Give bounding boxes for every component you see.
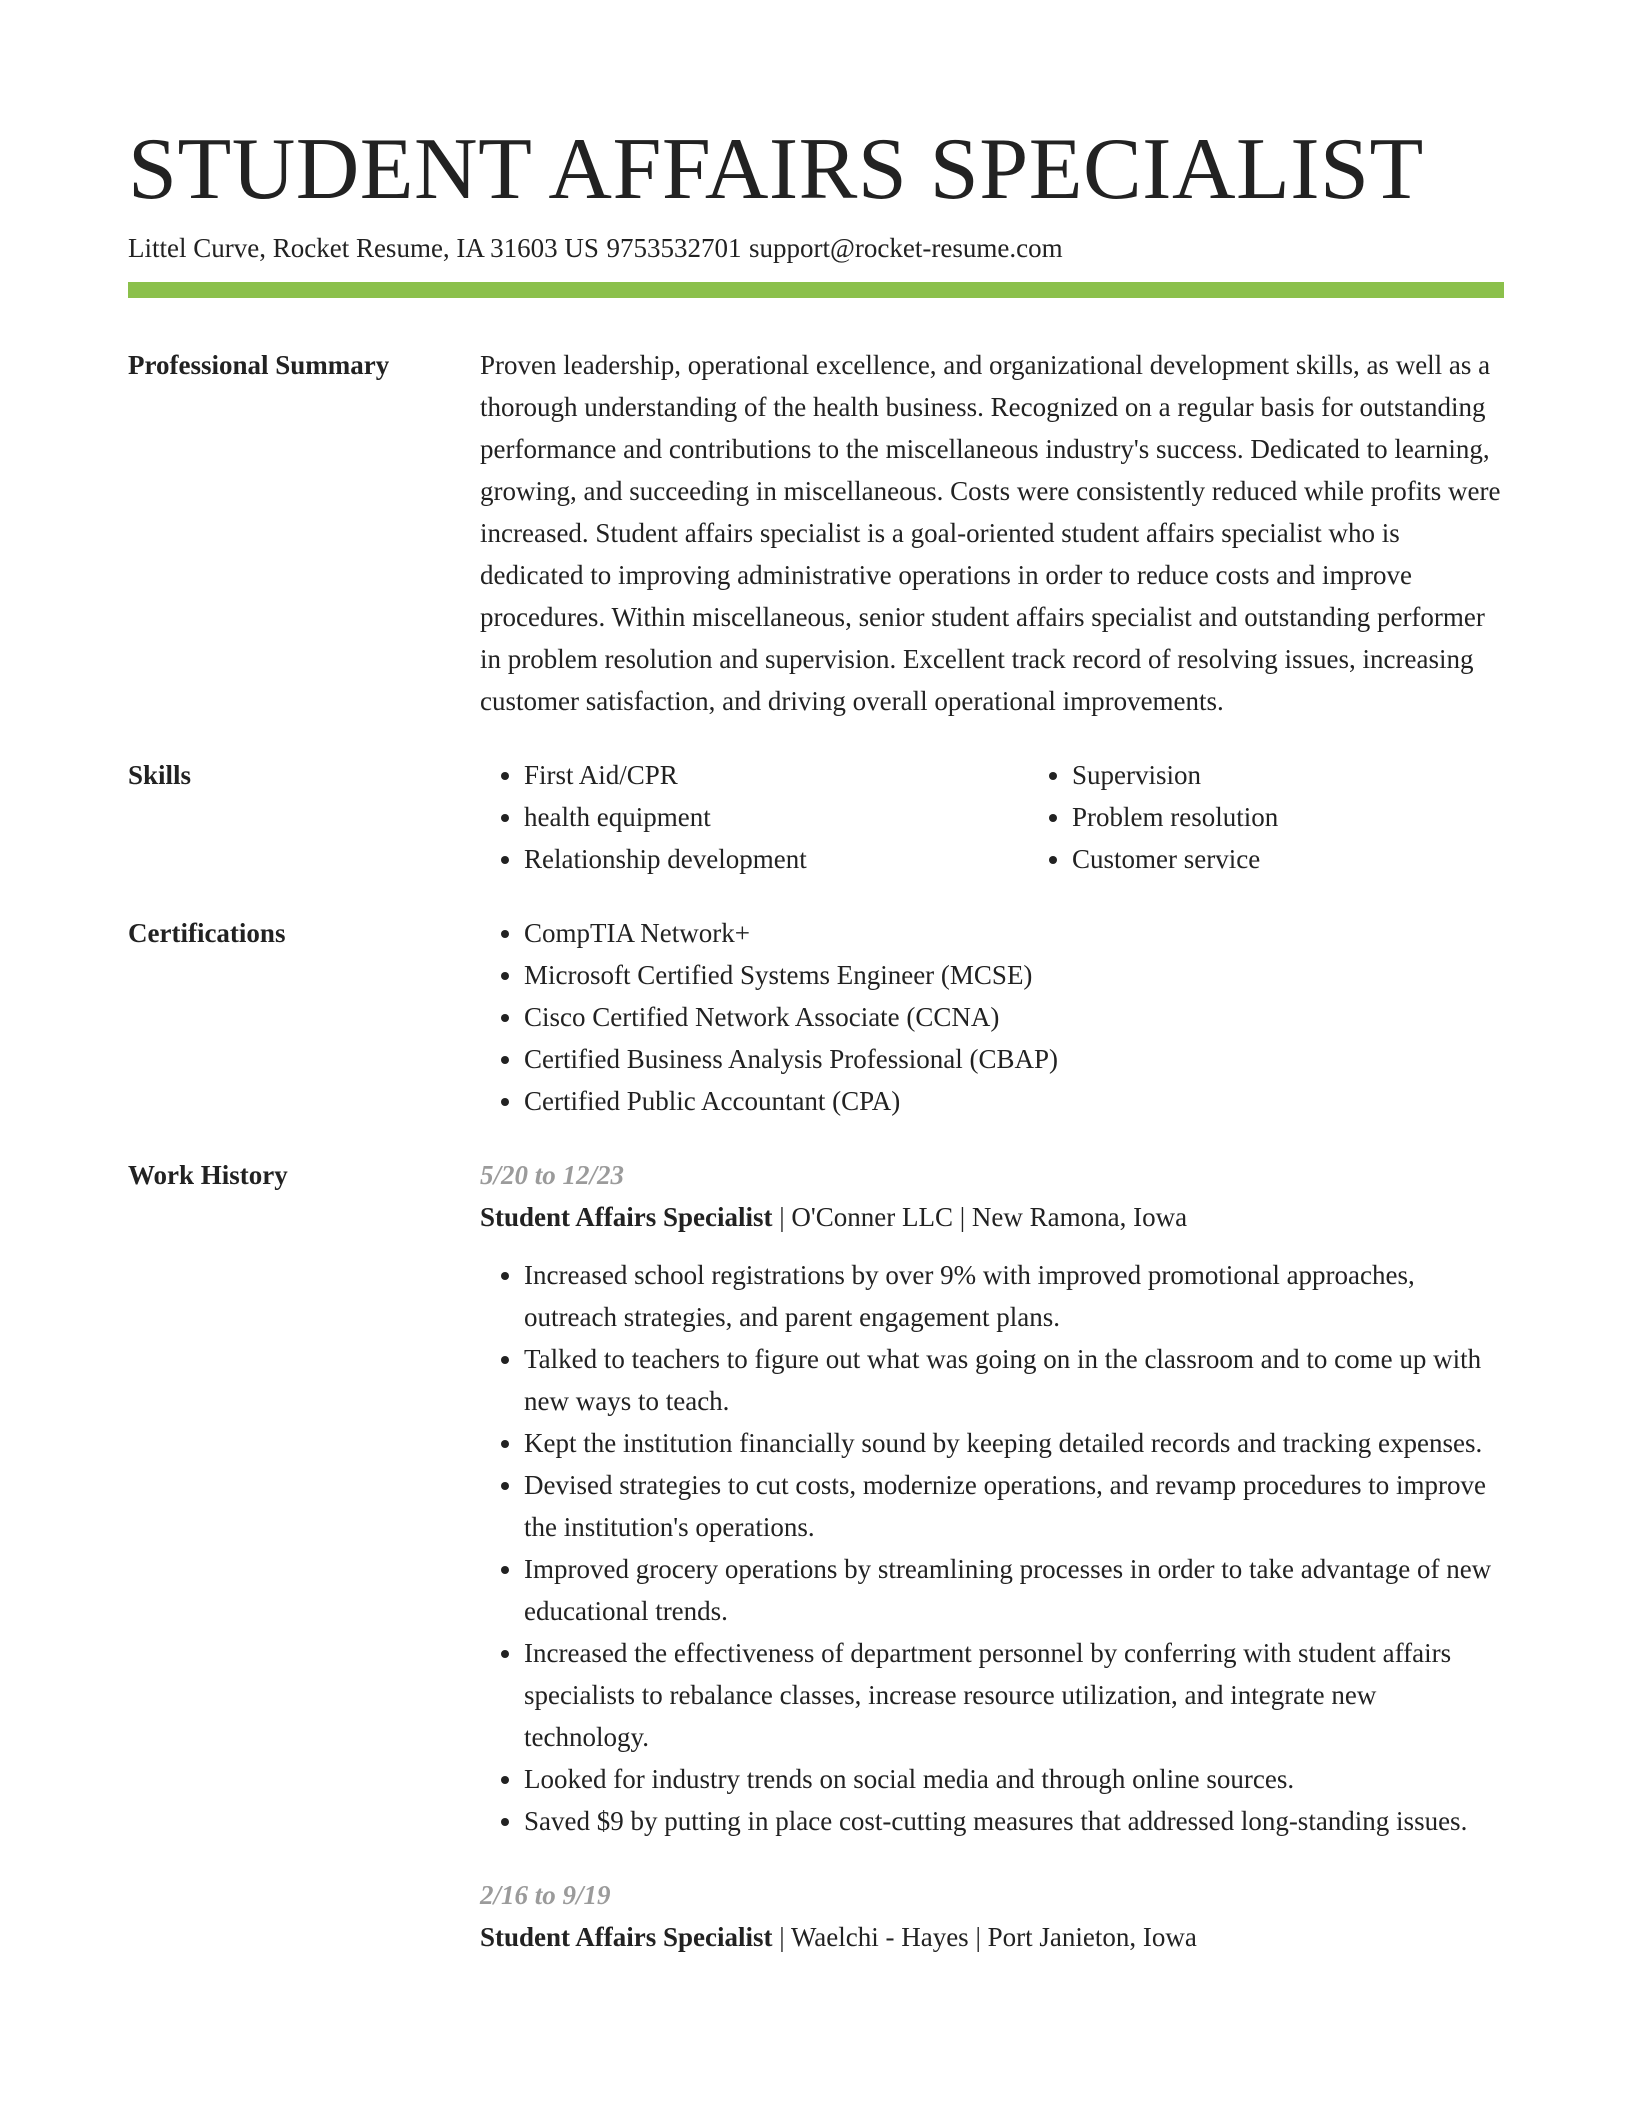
certification-item: • Cisco Certified Network Associate (CCNA) [524,996,1504,1038]
job-entry [480,1154,1504,1842]
skills-section [128,754,1504,880]
contact-phone: 9753532701 [606,233,742,263]
accent-divider [128,282,1504,298]
job-heading [480,1916,1504,1958]
skills-heading: Skills [128,760,192,790]
job-dates: 5/20 to 12/23 [480,1160,625,1190]
skill-item: • Supervision [1072,754,1576,796]
skills-body [480,754,1576,880]
job-heading [480,1196,1504,1238]
contact-email: support@rocket-resume.com [749,233,1063,263]
job-bullet: • Talked to teachers to figure out what was going on in the classroom and to come up with new ways to teach. [524,1338,1504,1422]
skill-item: • First Aid/CPR [524,754,1028,796]
job-bullet: • Increased the effectiveness of department personnel by conferring with student affairs specialists to rebalance classes, increase resource utilization, and integrate new technology. [524,1632,1504,1758]
job-title: Student Affairs Specialist [480,1202,773,1232]
work-history-section [128,1154,1504,1990]
job-bullet: • Improved grocery operations by streamlining processes in order to take advantage of new educational trends. [524,1548,1504,1632]
skill-item: • Relationship development [524,838,1028,880]
job-entry [480,1874,1504,1958]
job-bullet: • Devised strategies to cut costs, modernize operations, and revamp procedures to improve the institution's operations. [524,1464,1504,1548]
job-details: | O'Conner LLC | New Ramona, Iowa [779,1202,1188,1232]
skills-list-right [1028,754,1576,880]
skill-item: • Customer service [1072,838,1576,880]
skills-list-left [480,754,1028,880]
skill-item: • Problem resolution [1072,796,1576,838]
certifications-body [480,912,1504,1122]
job-details: | Waelchi - Hayes | Port Janieton, Iowa [779,1922,1197,1952]
summary-text: Proven leadership, operational excellence, and organizational development skills, as well as a thorough understanding of the health business. Recognized on a regular basis for outstanding performance and contributions to the miscellaneous industry's success. Dedicated to learning, growing, and succeeding in miscellaneous. Costs were consistently reduced while profits were increased. Student affairs specialist is a goal-oriented student affairs specialist who is dedicated to improving administrative operations in order to reduce costs and improve procedures. Within miscellaneous, senior student affairs specialist and outstanding performer in problem resolution and supervision. Excellent track record of resolving issues, increasing customer satisfaction, and driving overall operational improvements. [480,350,1501,716]
contact-line [128,230,1504,266]
page-title: STUDENT AFFAIRS SPECIALIST [128,121,1424,218]
certification-item: • Microsoft Certified Systems Engineer (MCSE) [524,954,1504,996]
job-bullets [480,1254,1504,1842]
job-bullet: • Saved $9 by putting in place cost-cutting measures that addressed long-standing issues. [524,1800,1504,1842]
work-history-heading: Work History [128,1160,288,1190]
summary-section [128,344,1504,722]
job-dates: 2/16 to 9/19 [480,1880,611,1910]
certification-item: • Certified Public Accountant (CPA) [524,1080,1504,1122]
contact-address: Littel Curve, Rocket Resume, IA 31603 US [128,233,599,263]
summary-heading: Professional Summary [128,350,390,380]
certifications-list [480,912,1504,1122]
work-history-body [480,1154,1504,1990]
resume-page [128,118,1504,2022]
summary-body [480,344,1504,722]
certification-item: • CompTIA Network+ [524,912,1504,954]
certifications-section [128,912,1504,1122]
certification-item: • Certified Business Analysis Professional (CBAP) [524,1038,1504,1080]
job-bullet: • Looked for industry trends on social media and through online sources. [524,1758,1504,1800]
skill-item: • health equipment [524,796,1028,838]
job-bullet: • Kept the institution financially sound by keeping detailed records and tracking expenses. [524,1422,1504,1464]
job-title: Student Affairs Specialist [480,1922,773,1952]
certifications-heading: Certifications [128,918,286,948]
job-bullet: • Increased school registrations by over 9% with improved promotional approaches, outreach strategies, and parent engagement plans. [524,1254,1504,1338]
